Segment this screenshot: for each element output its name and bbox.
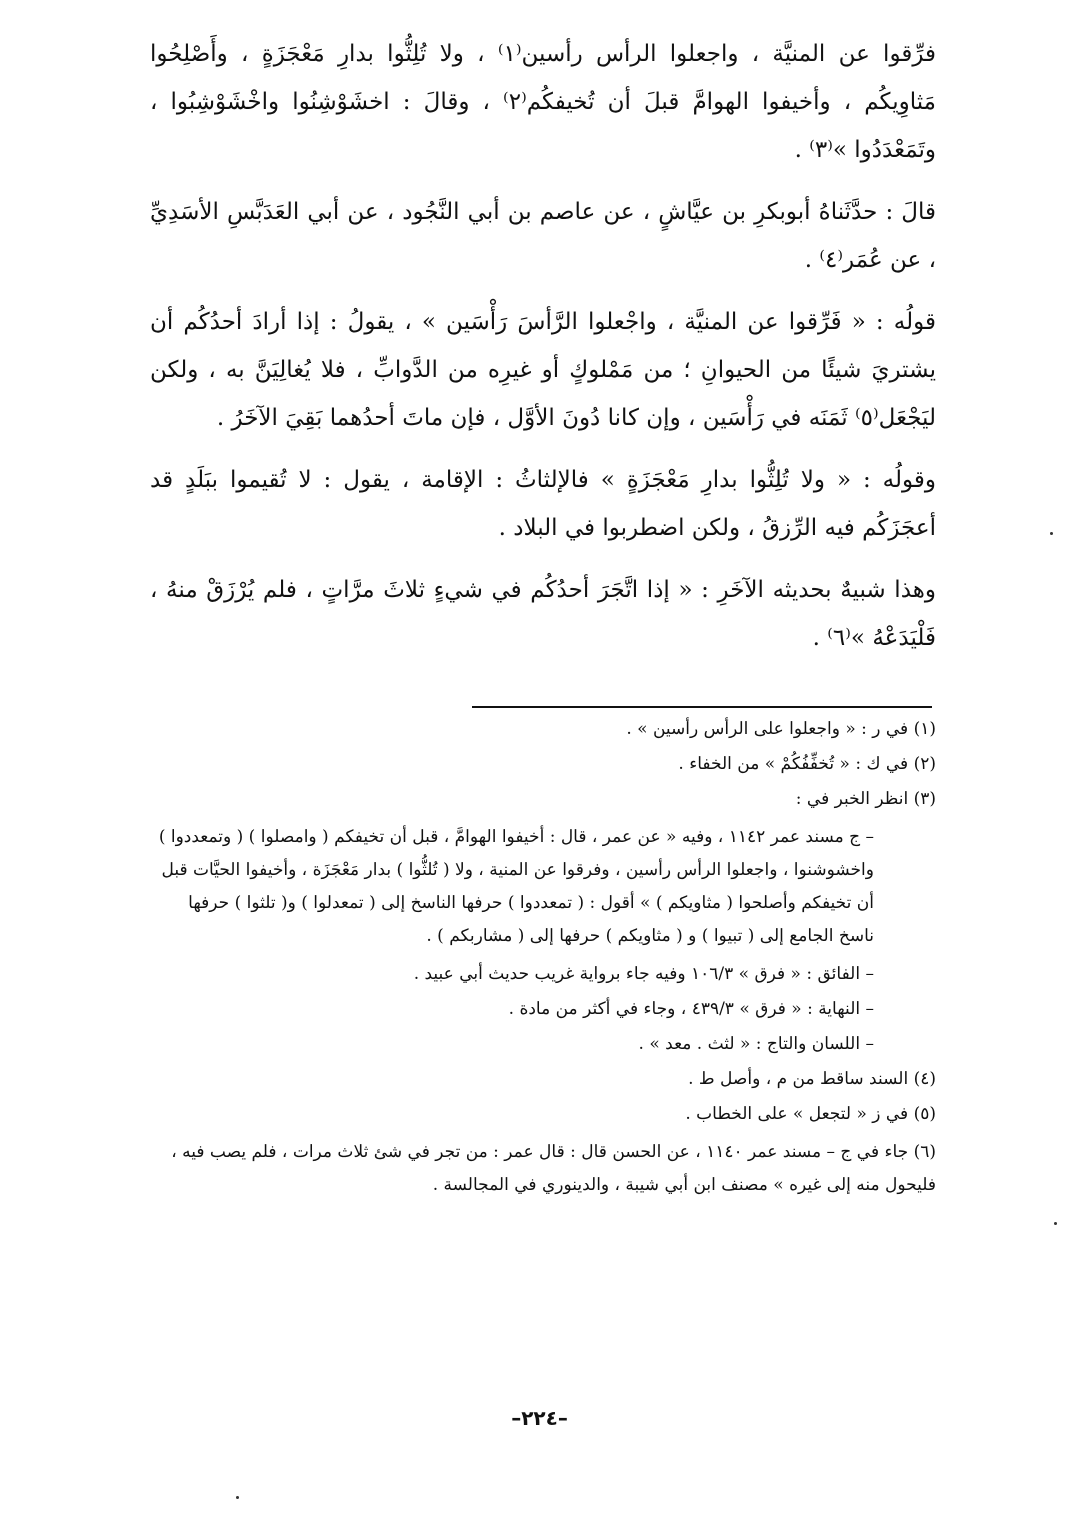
paragraph-2: قالَ : حدَّثَناهُ أبوبكرِ بن عيَّاشٍ ، عن عاصم بن أبي النَّجُود ، عن أبي العَدَبَّسِ الأسَدِيِّ ، عن عُمَر⁽٤⁾ . (150, 199, 936, 273)
footnote-2: (٢) في ك : « تُخفِّفُكُمْ » من الخفاء . (678, 754, 936, 774)
paragraph-4: وقولُه : « ولا تُلِثُّوا بدارِ مَعْجَزَةٍ » فالإلثاثُ : الإقامة ، يقول : لا تُقيموا ببَلَدٍ قد أعجَزَكُم فيه الرِّزقُ ، ولكن اضطربوا في البلاد . (150, 467, 936, 541)
main-text (150, 30, 936, 676)
footnote-4: (٤) السند ساقط من م ، وأصل ط . (688, 1069, 936, 1089)
scan-speck (236, 1496, 239, 1499)
footnote-6: (٦) جاء في ج – مسند عمر ١١٤٠ ، عن الحسن قال : قال عمر : من تجر في شئ ثلاث مرات ، فلم يصب فيه ، فليحول منه إلى غيره » مصنف ابن أبي شيبة ، والدينوري في المجالسة . (171, 1142, 936, 1195)
paragraph-3: قولُه : « فَرِّقوا عن المنيَّة ، واجْعلوا الرَّأسَ رَأْسَين » ، يقولُ : إذا أرادَ أحدُكُم أن يشتريَ شيئًا من الحيوانِ ؛ من مَمْلوكٍ أو غيرِه من الدَّوابِّ ، فلا يُغالِيَنَّ به ، ولكن ليَجْعَل⁽٥⁾ ثَمَنَه في رَأْسَين ، وإن كانا دُونَ الأوَّل ، فإن ماتَ أحدُهما بَقِيَ الآخَرُ . (150, 309, 936, 431)
footnote-3: (٣) انظر الخبر في : (795, 789, 936, 809)
paragraph-5: وهذا شبيهٌ بحديثه الآخَرِ : « إذا اتَّجَرَ أحدُكُم في شيءٍ ثلاثَ مرَّاتٍ ، فلم يُرْزَقْ منهُ ، فَلْيَدَعْهُ »⁽٦⁾ . (150, 577, 936, 651)
footnote-1: (١) في ر : « واجعلوا على الرأس رأسين » . (626, 719, 936, 739)
footnote-3-source-lisan: – اللسان والتاج : « لثث . معد » . (638, 1034, 874, 1054)
footnote-3-source-faiq: – الفائق : « فرق » ١٠٦/٣ وفيه جاء برواية غريب حديث أبي عبيد . (413, 964, 874, 984)
page-number: –٢٢٤– (511, 1406, 568, 1430)
paragraph-1: فرِّقوا عن المنيَّة ، واجعلوا الرأس رأسين⁽١⁾ ، ولا تُلِثُّوا بدارِ مَعْجَزَةٍ ، وأَصْلِحُوا مَثاوِيكُم ، وأخيفوا الهوامَّ قبلَ أن تُخيفكُم⁽٢⁾ ، وقالَ : اخشَوْشِنُوا واخْشَوْشِبُوا ، وتَمَعْدَدُوا »⁽٣⁾ . (150, 41, 937, 163)
scan-speck (1050, 532, 1053, 535)
footnote-3-source-jami: – ج مسند عمر ١١٤٢ ، وفيه « عن عمر ، قال : أخيفوا الهوامَّ ، قبل أن تخيفكم ( وامصلوا ) ( وتمعددوا ) واخشوشنوا ، واجعلوا الرأس رأسين ، وفرقوا عن المنية ، ولا ( تُلثُّوا ) بدار مَعْجَزَة ، وأخيفوا الحيَّات قبل أن تخيفكم وأصلحوا ( مثاويكم ) » أقول : ( تمعددوا ) حرفها الناسخ إلى ( تمعدلوا ) و( تلثوا ) حرفها ناسخ الجامع إلى ( تبيوا ) و ( مثاويكم ) حرفها إلى ( مشاربكم ) . (158, 827, 874, 946)
scan-speck (1054, 1222, 1057, 1225)
footnote-separator (472, 706, 932, 708)
footnote-3-source-nihaya: – النهاية : « فرق » ٤٣٩/٣ ، وجاء في أكثر من مادة . (508, 999, 874, 1019)
footnotes (150, 716, 936, 1210)
footnote-5: (٥) في ز « لتجعل » على الخطاب . (685, 1104, 936, 1124)
